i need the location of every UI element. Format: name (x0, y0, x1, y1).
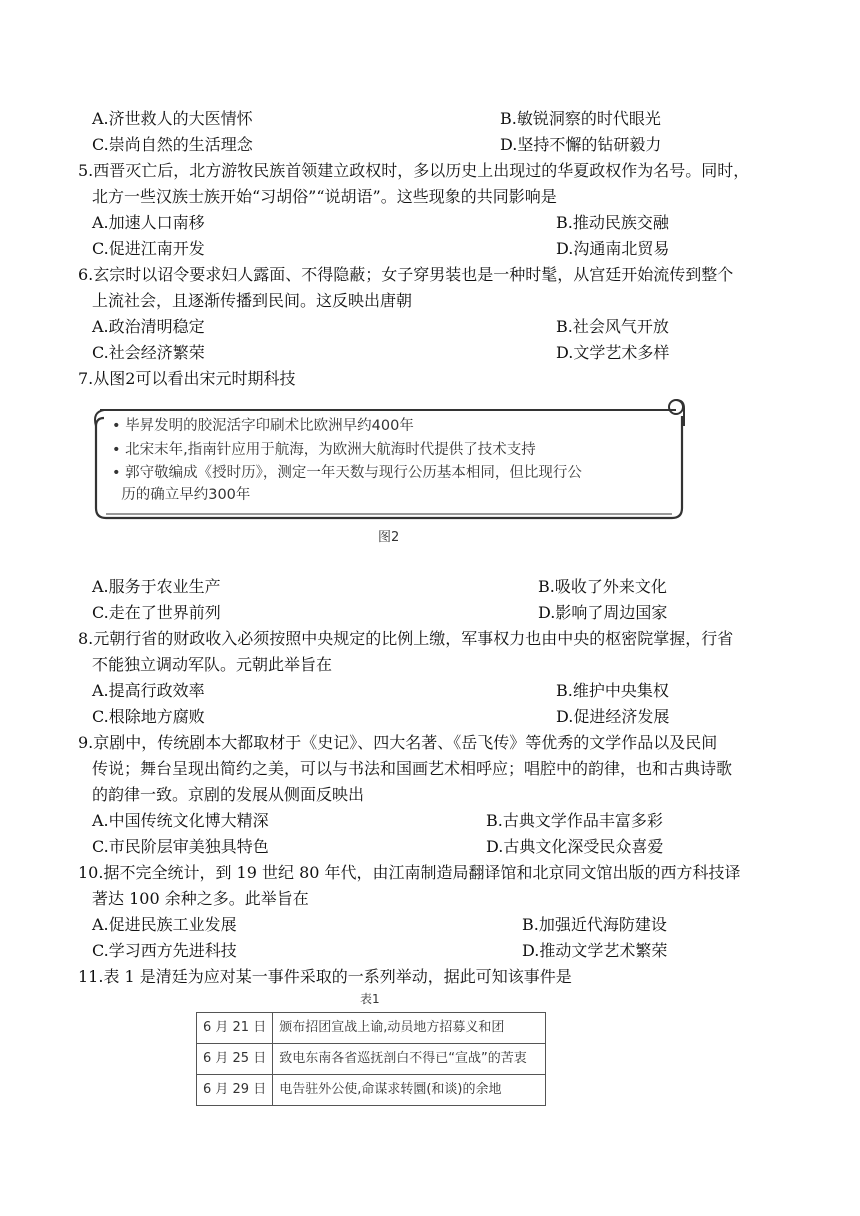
figure-2-line-4: 历的确立早约300年 (112, 487, 251, 503)
q4-option-a: A.济世救人的大医情怀 (92, 109, 253, 128)
q5-option-a: A.加速人口南移 (92, 213, 205, 232)
q6-option-b: B.社会风气开放 (556, 317, 669, 336)
q6-option-a: A.政治清明稳定 (92, 317, 205, 336)
figure-2-scroll (94, 396, 688, 520)
figure-2-caption: 图2 (378, 530, 400, 545)
q9-option-d: D.古典文化深受民众喜爱 (486, 837, 664, 856)
table-cell-text: 电告驻外公使,命谋求转圜(和谈)的余地 (273, 1075, 546, 1106)
figure-2-line-3: • 郭守敬编成《授时历》，测定一年天数与现行公历基本相同，但比现行公 (112, 465, 582, 481)
table-1-title: 表1 (360, 992, 380, 1006)
q4-option-b: B.敏锐洞察的时代眼光 (500, 109, 661, 128)
q10-stem-cont: 著达 100 余种之多。此举旨在 (92, 889, 309, 908)
q5-option-c: C.促进江南开发 (92, 239, 205, 258)
q7-option-b: B.吸收了外来文化 (538, 577, 667, 596)
q9-option-b: B.古典文学作品丰富多彩 (486, 811, 663, 830)
q7-option-c: C.走在了世界前列 (92, 603, 221, 622)
q8-option-a: A.提高行政效率 (92, 681, 205, 700)
q5-stem: 5.西晋灭亡后，北方游牧民族首领建立政权时，多以历史上出现过的华夏政权作为名号。同时， (78, 161, 750, 180)
q8-stem-cont: 不能独立调动军队。元朝此举旨在 (92, 655, 333, 674)
q11-stem: 11.表 1 是清廷为应对某一事件采取的一系列举动，据此可知该事件是 (78, 967, 572, 986)
q7-stem: 7.从图2可以看出宋元时期科技 (78, 369, 296, 388)
figure-2-line-2: • 北宋末年,指南针应用于航海，为欧洲大航海时代提供了技术支持 (112, 442, 536, 458)
figure-2-line-1: • 毕昇发明的胶泥活字印刷术比欧洲早约400年 (112, 418, 414, 434)
table-cell-text: 颁布招团宣战上谕,动员地方招募义和团 (273, 1013, 546, 1044)
q10-stem: 10.据不完全统计，到 19 世纪 80 年代，由江南制造局翻译馆和北京同文馆出版的西方科技译 (78, 863, 741, 882)
q5-option-b: B.推动民族交融 (556, 213, 669, 232)
q7-option-a: A.服务于农业生产 (92, 577, 221, 596)
table-cell-date: 6 月 25 日 (197, 1044, 273, 1075)
q6-option-c: C.社会经济繁荣 (92, 343, 205, 362)
table-1 (196, 1012, 546, 1106)
table-cell-date: 6 月 21 日 (197, 1013, 273, 1044)
q8-option-c: C.根除地方腐败 (92, 707, 205, 726)
q6-stem-cont: 上流社会，且逐渐传播到民间。这反映出唐朝 (92, 291, 413, 310)
q9-stem: 9.京剧中，传统剧本大都取材于《史记》、四大名著、《岳飞传》等优秀的文学作品以及民间 (78, 733, 718, 752)
table-cell-text: 致电东南各省巡抚剖白不得已“宣战”的苦衷 (273, 1044, 546, 1075)
q5-stem-cont: 北方一些汉族士族开始“习胡俗”“说胡语”。这些现象的共同影响是 (92, 187, 557, 206)
q10-option-d: D.推动文学艺术繁荣 (522, 941, 668, 960)
q8-option-b: B.维护中央集权 (556, 681, 669, 700)
q7-option-d: D.影响了周边国家 (538, 603, 668, 622)
q4-option-d: D.坚持不懈的钻研毅力 (500, 135, 662, 154)
q6-option-d: D.文学艺术多样 (556, 343, 670, 362)
q10-option-b: B.加强近代海防建设 (522, 915, 667, 934)
table-row (197, 1013, 546, 1044)
q9-option-a: A.中国传统文化博大精深 (92, 811, 269, 830)
table-cell-date: 6 月 29 日 (197, 1075, 273, 1106)
q9-stem-cont-1: 传说；舞台呈现出简约之美，可以与书法和国画艺术相呼应；唱腔中的韵律，也和古典诗歌 (92, 759, 733, 778)
q4-option-c: C.崇尚自然的生活理念 (92, 135, 253, 154)
q8-stem: 8.元朝行省的财政收入必须按照中央规定的比例上缴，军事权力也由中央的枢密院掌握，行省 (78, 629, 734, 648)
q9-option-c: C.市民阶层审美独具特色 (92, 837, 269, 856)
table-row (197, 1044, 546, 1075)
q9-stem-cont-2: 的韵律一致。京剧的发展从侧面反映出 (92, 785, 365, 804)
q5-option-d: D.沟通南北贸易 (556, 239, 670, 258)
table-row (197, 1075, 546, 1106)
q6-stem: 6.玄宗时以诏令要求妇人露面、不得隐蔽；女子穿男装也是一种时髦，从宫廷开始流传到整个 (78, 265, 734, 284)
q10-option-c: C.学习西方先进科技 (92, 941, 237, 960)
q10-option-a: A.促进民族工业发展 (92, 915, 237, 934)
q8-option-d: D.促进经济发展 (556, 707, 670, 726)
